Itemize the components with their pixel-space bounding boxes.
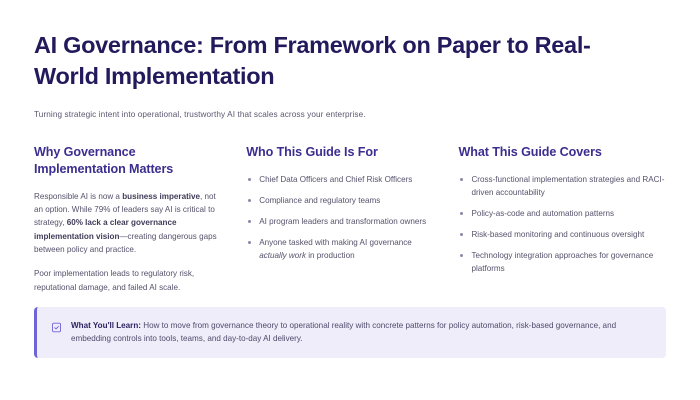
content-columns [34,144,666,305]
body-text: Poor implementation leads to regulatory risk, reputational damage, and failed AI scale. [34,269,195,292]
list-item: Cross-functional implementation strategies and RACI-driven accountability [458,173,666,199]
emphasis-text: actually work [259,251,306,261]
callout-label: What You'll Learn: [71,320,141,330]
list-item: Chief Data Officers and Chief Risk Officers [246,173,432,186]
coverage-list [458,173,666,276]
list-item [246,236,432,262]
paragraph [34,267,220,294]
emphasis-text: 60% lack a clear governance implementation vision [34,218,177,241]
body-text: Anyone tasked with making AI governance [259,238,412,248]
callout-text [71,319,650,345]
list-item: Risk-based monitoring and continuous oversight [458,228,666,241]
clipboard-check-icon [51,320,62,331]
column-heading: Who This Guide Is For [246,145,378,160]
list-item: AI program leaders and transformation owners [246,215,432,228]
page-title: AI Governance: From Framework on Paper to Real-World Implementation [34,32,591,90]
column-who-this-guide-is-for [246,144,458,305]
callout-box [34,307,666,358]
list-item: Technology integration approaches for governance platforms [458,249,666,275]
audience-list [246,173,432,263]
paragraph [34,190,220,257]
list-item: Compliance and regulatory teams [246,194,432,207]
body-text: , not an option. While 79% of leaders say AI is critical to strategy, [34,191,216,228]
column-heading: Why Governance Implementation Matters [34,145,174,176]
column-heading: What This Guide Covers [458,145,602,160]
body-text: —creating dangerous gaps between policy and practice. [34,231,217,254]
column-why-governance-matters [34,144,246,305]
body-text: Responsible AI is now a [34,191,123,201]
page-subtitle: Turning strategic intent into operational, trustworthy AI that scales across your enterprise. [34,110,366,120]
list-item: Policy-as-code and automation patterns [458,207,666,220]
emphasis-text: business imperative [122,191,201,201]
column-what-this-guide-covers [458,144,666,305]
body-text: in production [306,251,355,261]
callout-body: How to move from governance theory to operational reality with concrete patterns for policy automation, risk-based governance, and embedding controls into tools, teams, and day-to-day AI delivery. [71,320,617,343]
